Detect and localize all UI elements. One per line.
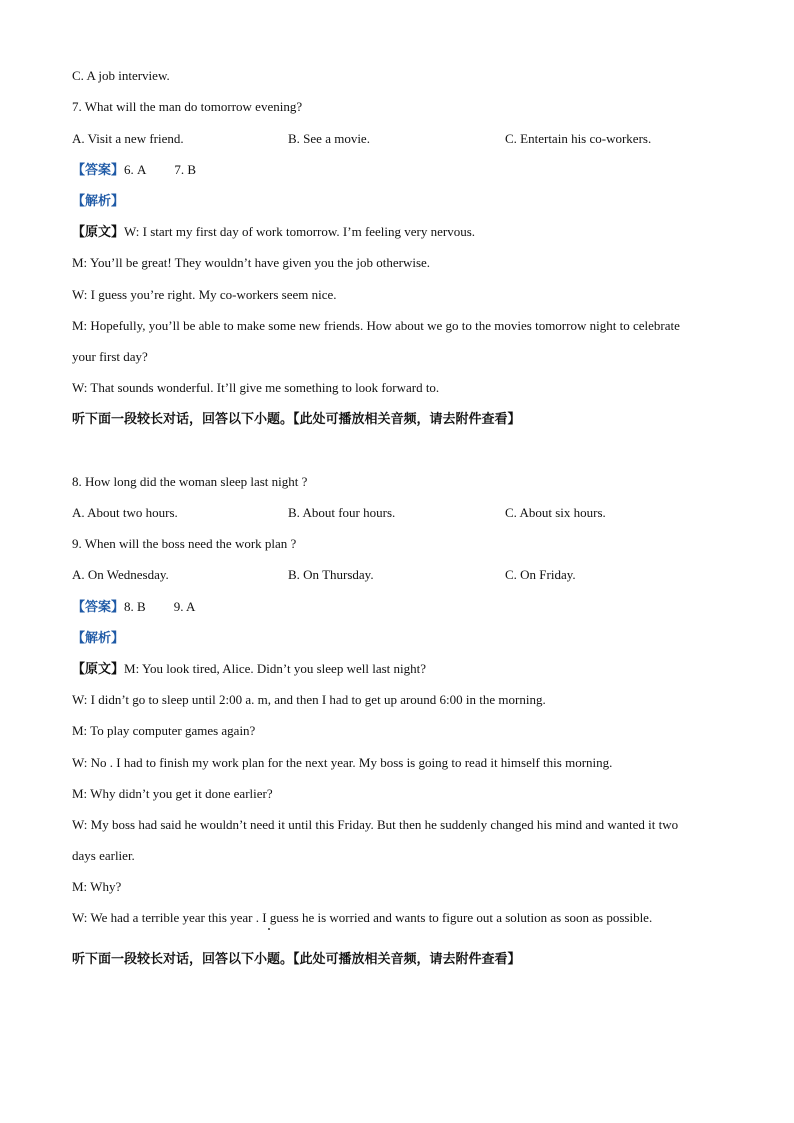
listening-instruction-1: 听下面一段较长对话，回答以下小题。【此处可播放相关音频，请去附件查看】	[72, 412, 521, 427]
transcript2-line-3: W: No . I had to finish my work plan for the next year. My boss is going to read it himself this morning.	[72, 755, 613, 770]
answer-line-2	[72, 598, 195, 617]
q6-option-c: C. A job interview.	[72, 68, 170, 83]
analysis-tag: 【解析】	[72, 631, 125, 646]
transcript1-line-3: M: Hopefully, you’ll be able to make some new friends. How about we go to the movies tomorrow night to celebrate	[72, 318, 680, 333]
q8-option-a: A. About two hours.	[72, 505, 178, 520]
q8-question: 8. How long did the woman sleep last night ?	[72, 474, 308, 489]
q9-option-a: A. On Wednesday.	[72, 567, 169, 582]
answer-8: 8. B	[124, 599, 146, 614]
transcript2-line-7: M: Why?	[72, 879, 122, 894]
q7-option-a: A. Visit a new friend.	[72, 131, 184, 146]
analysis-line-2	[72, 629, 124, 648]
answer-6: 6. A	[124, 162, 147, 177]
q9-question: 9. When will the boss need the work plan ?	[72, 536, 297, 551]
analysis-tag: 【解析】	[72, 194, 125, 209]
q9-option-c: C. On Friday.	[505, 567, 576, 582]
answer-7: 7. B	[174, 162, 197, 177]
transcript2-line-5: W: My boss had said he wouldn’t need it until this Friday. But then he suddenly changed his mind and wanted it two	[72, 817, 679, 832]
analysis-line-1	[72, 192, 124, 211]
q8-option-c: C. About six hours.	[505, 505, 606, 520]
transcript2-line-2: M: To play computer games again?	[72, 723, 256, 738]
transcript2-line-4: M: Why didn’t you get it done earlier?	[72, 786, 273, 801]
q8-option-b: B. About four hours.	[288, 505, 396, 520]
transcript1-line-4: your first day?	[72, 349, 148, 364]
transcript2-line-0	[72, 660, 426, 679]
answer-line-1	[72, 161, 196, 180]
transcript2-line-1: W: I didn’t go to sleep until 2:00 a. m, and then I had to get up around 6:00 in the morning.	[72, 692, 546, 707]
q9-option-b: B. On Thursday.	[288, 567, 374, 582]
transcript-tag: 【原文】	[72, 662, 125, 677]
transcript1-line-2: W: I guess you’re right. My co-workers seem nice.	[72, 287, 337, 302]
answer-9: 9. A	[173, 599, 196, 614]
transcript-tag: 【原文】	[72, 225, 125, 240]
stray-mark	[268, 928, 270, 930]
answer-tag: 【答案】	[72, 163, 125, 178]
q7-question: 7. What will the man do tomorrow evening?	[72, 99, 303, 114]
transcript2-text-0: M: You look tired, Alice. Didn’t you sleep well last night?	[124, 661, 427, 676]
listening-instruction-2: 听下面一段较长对话，回答以下小题。【此处可播放相关音频，请去附件查看】	[72, 952, 521, 967]
transcript2-line-6: days earlier.	[72, 848, 135, 863]
transcript1-text-0: W: I start my first day of work tomorrow. I’m feeling very nervous.	[124, 224, 476, 239]
transcript1-line-1: M: You’ll be great! They wouldn’t have given you the job otherwise.	[72, 255, 431, 270]
q7-option-c: C. Entertain his co-workers.	[505, 131, 652, 146]
transcript2-line-8: W: We had a terrible year this year . I guess he is worried and wants to figure out a solution as soon as possible.	[72, 910, 653, 925]
q7-option-b: B. See a movie.	[288, 131, 370, 146]
answer-tag: 【答案】	[72, 600, 125, 615]
transcript1-line-5: W: That sounds wonderful. It’ll give me something to look forward to.	[72, 380, 440, 395]
transcript1-line-0	[72, 223, 475, 242]
